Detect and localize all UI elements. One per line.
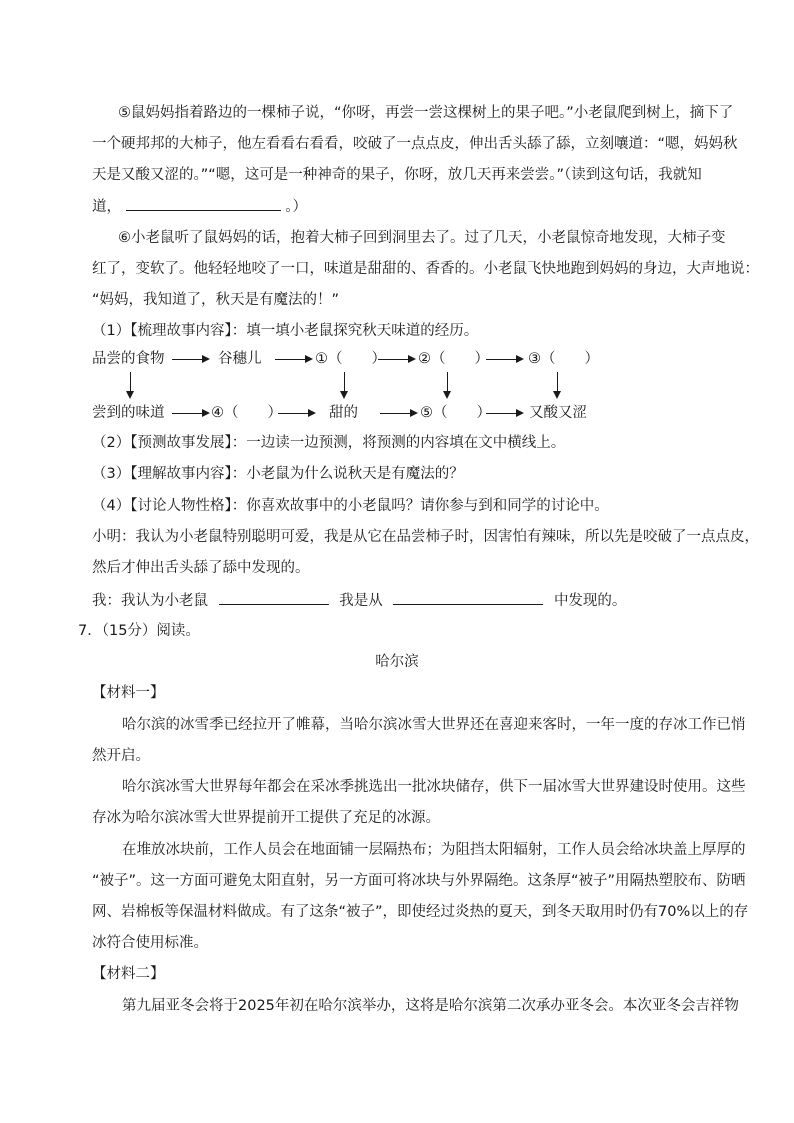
flow-row-1-label: 品尝的食物	[92, 351, 165, 367]
prediction-blank[interactable]	[126, 196, 281, 211]
material-1-p3-line-2: “被子”。这一方面可避免太阳直射，另一方面可将冰块与外界隔绝。这条厚“被子”用隔热塑胶布、防晒	[92, 873, 746, 889]
paragraph-5-line-4-start: 道，	[92, 199, 121, 215]
paragraph-6-line-2: 红了，变软了。他轻轻地咬了一口，味道是甜甜的、香香的。小老鼠飞快地跑到妈妈的身边，大声地说：	[92, 261, 759, 277]
question-1: （1）【梳理故事内容】：填一填小老鼠探究秋天味道的经历。	[92, 323, 479, 339]
xiaoming-line-1: 小明：我认为小老鼠特别聪明可爱，我是从它在品尝柿子时，因害怕有辣味，所以先是咬破了一点点皮，	[92, 529, 759, 545]
flow-row-2-item-2: 甜的	[329, 405, 358, 421]
paragraph-5-line-4-end: 。）	[285, 199, 307, 215]
xiaoming-line-2: 然后才伸出舌头舔了舔中发现的。	[92, 560, 310, 576]
article-title: 哈尔滨	[375, 654, 419, 670]
flow-row-1-item-3[interactable]: ②（ ）	[418, 351, 489, 367]
answer-blank-2[interactable]	[393, 590, 543, 605]
arrow-down-icon	[557, 372, 558, 397]
question-2: （2）【预测故事发展】：一边读一边预测，将预测的内容填在文中横线上。	[92, 435, 566, 451]
arrow-down-icon	[130, 372, 131, 397]
material-1-p3-line-3: 网、岩棉板等保温材料做成。有了这条“被子”，即使经过炎热的夏天，到冬天取用时仍有70%以上的存	[92, 904, 749, 920]
arrow-right-icon	[378, 359, 414, 360]
flow-row-2-item-4: 又酸又涩	[529, 405, 587, 421]
arrow-right-icon	[172, 359, 208, 360]
arrow-right-icon	[486, 359, 522, 360]
question-4: （4）【讨论人物性格】：你喜欢故事中的小老鼠吗？请你参与到和同学的讨论中。	[92, 498, 609, 514]
paragraph-5-line-1: ⑤鼠妈妈指着路边的一棵柿子说，“你呀，再尝一尝这棵树上的果子吧。”小老鼠爬到树上，摘下了	[118, 105, 734, 121]
arrow-right-icon	[172, 413, 208, 414]
arrow-right-icon	[278, 413, 314, 414]
question-3: （3）【理解故事内容】：小老鼠为什么说秋天是有魔法的？	[92, 466, 464, 482]
material-1-p1-line-2: 然开启。	[92, 748, 150, 764]
question-7-header: 7．（15分）阅读。	[78, 623, 200, 639]
arrow-right-icon	[380, 413, 416, 414]
material-1-p2-line-1: 哈尔滨冰雪大世界每年都会在采冰季挑选出一批冰块储存，供下一届冰雪大世界建设时使用。这些	[122, 779, 746, 795]
my-answer-a: 我：我认为小老鼠	[92, 593, 208, 609]
material-1-label: 【材料一】	[92, 685, 165, 701]
flow-row-2-item-1[interactable]: ④（ ）	[211, 405, 282, 421]
paragraph-6-line-1: ⑥小老鼠听了鼠妈妈的话，抱着大柿子回到洞里去了。过了几天，小老鼠惊奇地发现，大柿子变	[118, 230, 726, 246]
answer-blank-1[interactable]	[219, 590, 329, 605]
material-1-p1-line-1: 哈尔滨的冰雪季已经拉开了帷幕，当哈尔滨冰雪大世界还在喜迎来客时，一年一度的存冰工作已悄	[122, 717, 746, 733]
material-2-label: 【材料二】	[92, 966, 165, 982]
material-1-p2-line-2: 存冰为哈尔滨冰雪大世界提前开工提供了充足的冰源。	[92, 810, 440, 826]
my-answer-c: 中发现的。	[553, 593, 627, 609]
flow-row-2-label: 尝到的味道	[92, 405, 165, 421]
my-answer-b: 我是从	[339, 593, 383, 609]
flow-row-1-item-4[interactable]: ③（ ）	[528, 351, 599, 367]
paragraph-5-line-4	[92, 196, 307, 217]
paragraph-5-line-2: 一个硬邦邦的大柿子，他左看看右看看，咬破了一点点皮，伸出舌头舔了舔，立刻嚷道：“嗯，妈妈秋	[92, 136, 738, 152]
material-2-p1-line-1: 第九届亚冬会将于2025年初在哈尔滨举办，这将是哈尔滨第二次承办亚冬会。本次亚冬会吉祥物	[122, 998, 739, 1014]
arrow-down-icon	[447, 372, 448, 397]
my-answer-line	[92, 590, 626, 611]
flow-row-1-item-2[interactable]: ①（ ）	[315, 351, 386, 367]
material-1-p3-line-4: 冰符合使用标准。	[92, 935, 208, 951]
arrow-right-icon	[486, 413, 522, 414]
flow-row-1-item-1: 谷穗儿	[218, 351, 262, 367]
paragraph-5-line-3: 天是又酸又涩的。”“嗯，这可是一种神奇的果子，你呀，放几天再来尝尝。”（读到这句话，我就知	[92, 167, 702, 183]
arrow-right-icon	[275, 359, 311, 360]
flow-row-2-item-3[interactable]: ⑤（ ）	[420, 405, 491, 421]
paragraph-6-line-3: “妈妈，我知道了，秋天是有魔法的！”	[92, 292, 340, 308]
arrow-down-icon	[344, 372, 345, 397]
material-1-p3-line-1: 在堆放冰块前，工作人员会在地面铺一层隔热布；为阻挡太阳辐射，工作人员会给冰块盖上厚厚的	[122, 842, 746, 858]
